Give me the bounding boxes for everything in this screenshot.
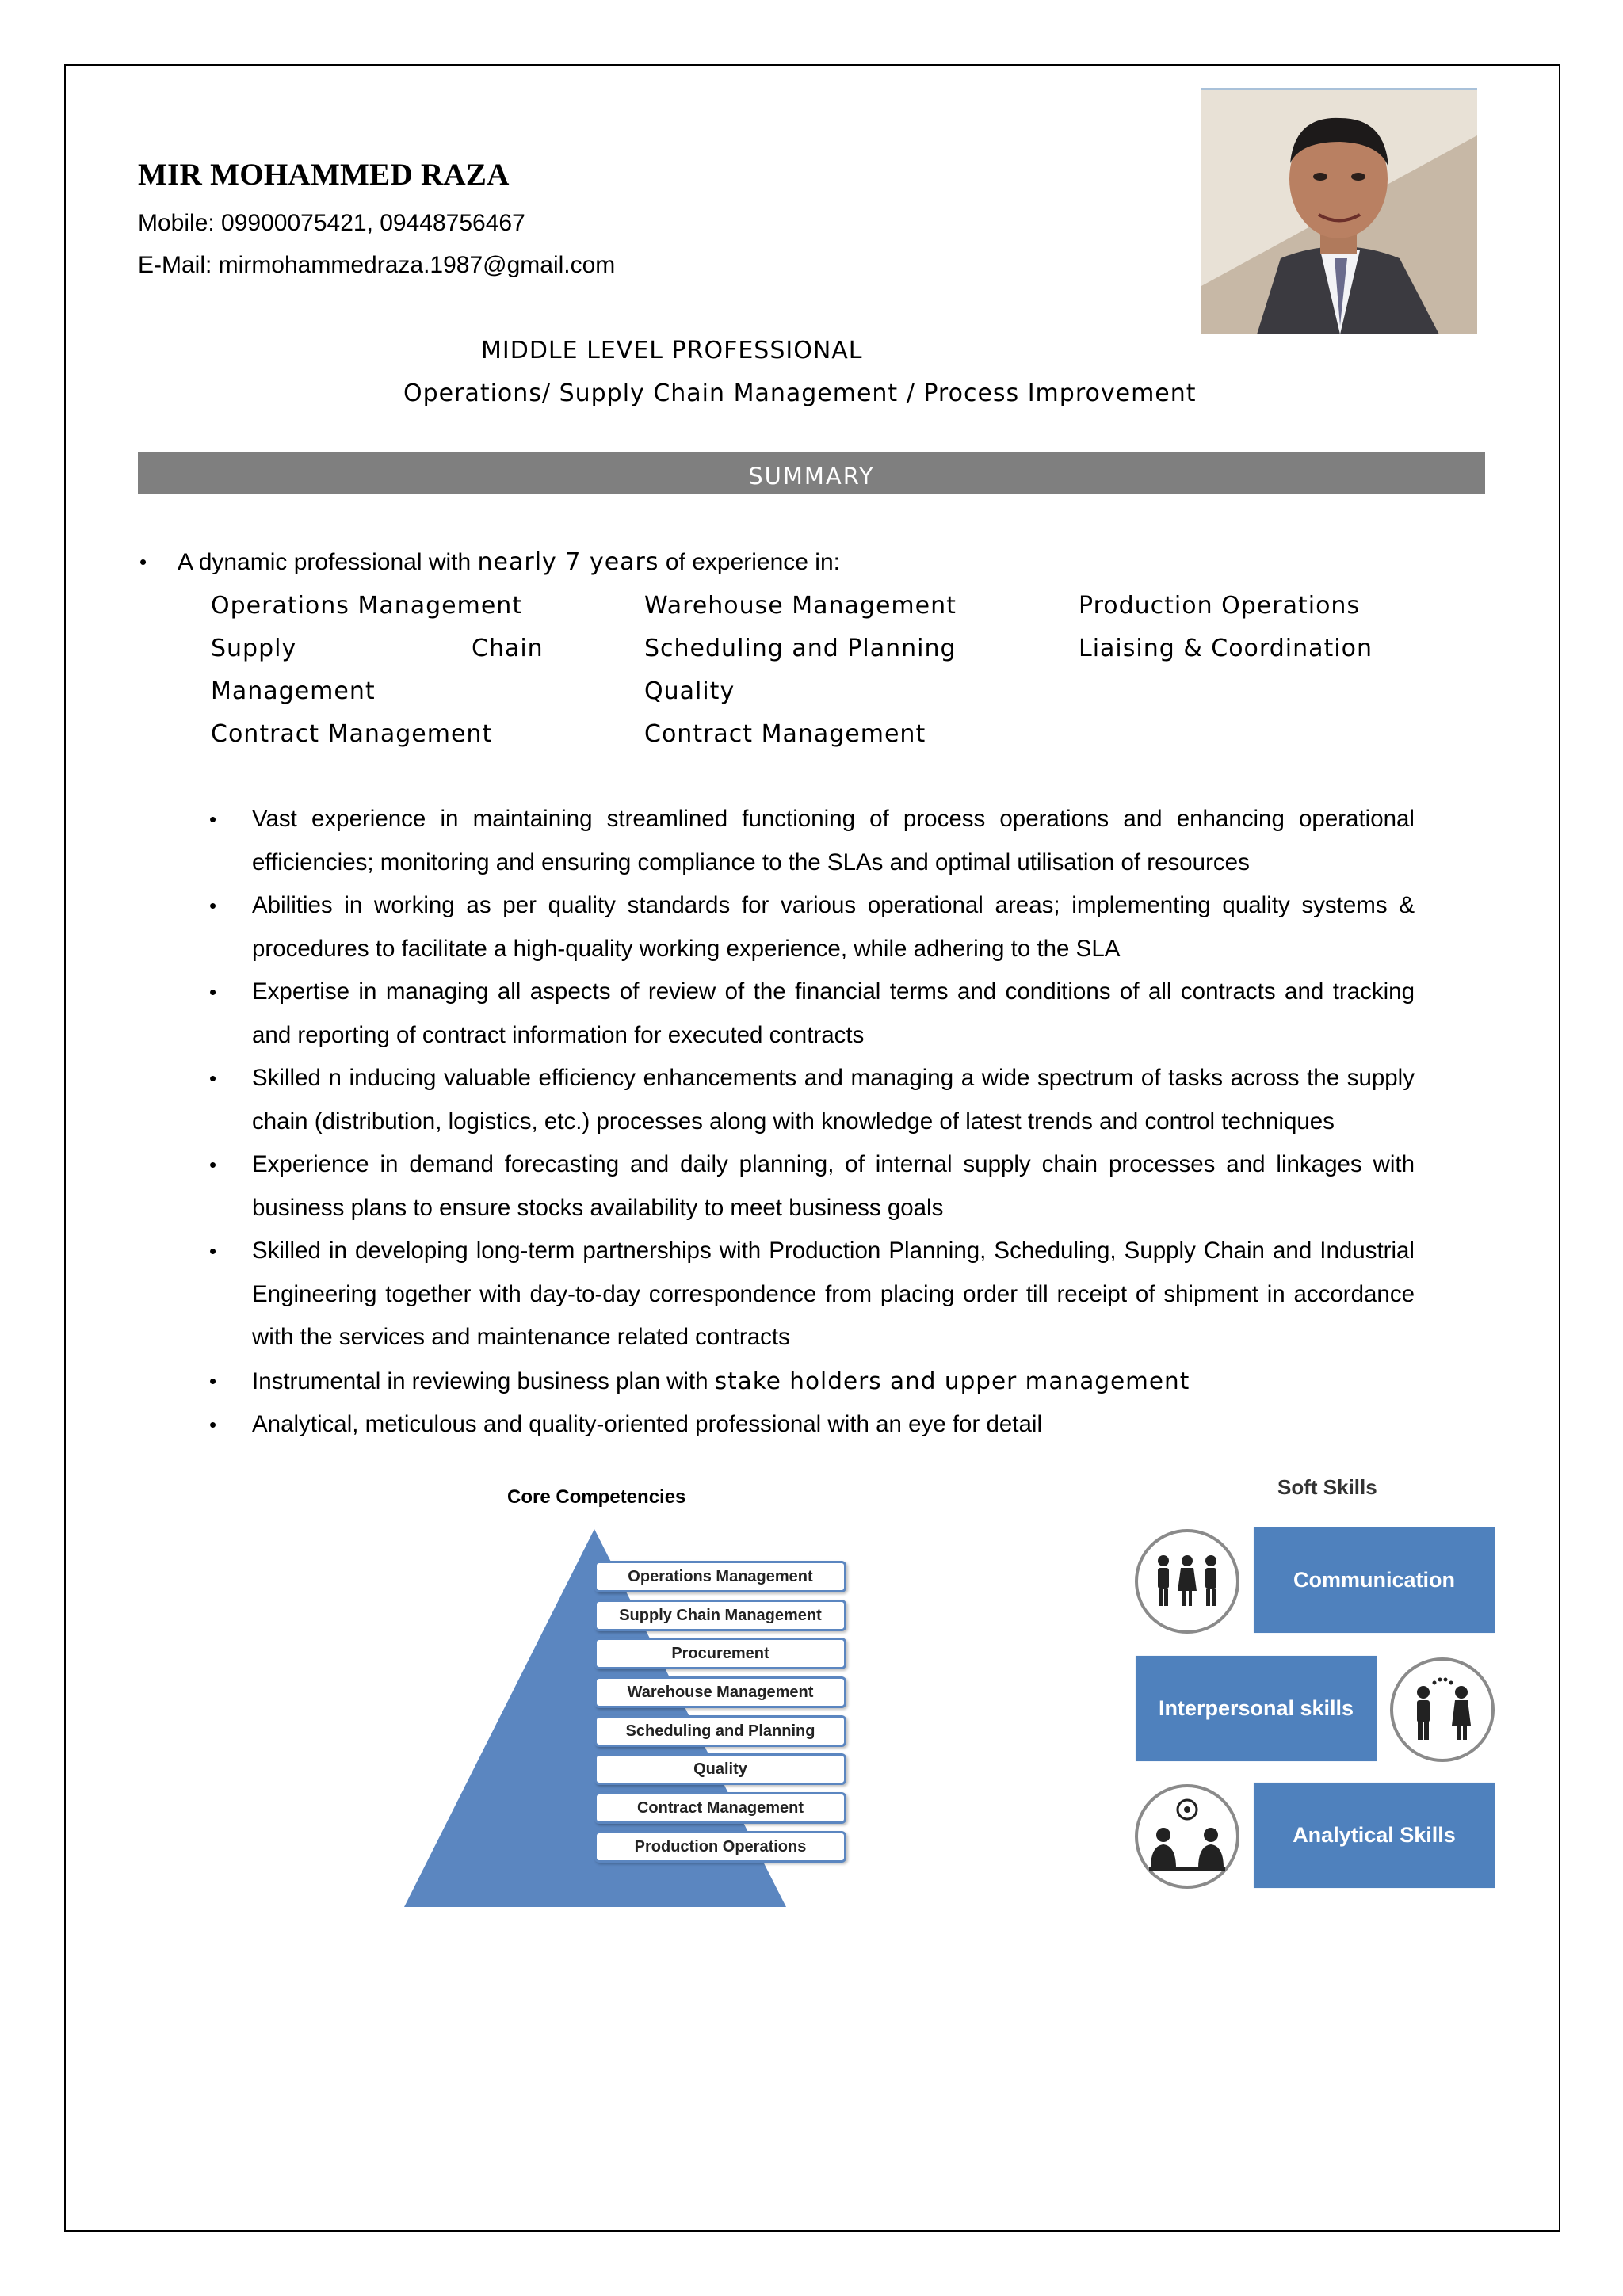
summary-bullet: • Expertise in managing all aspects of review of the financial terms and conditions of all contracts and tracking and reporting of contract information for executed contracts (206, 971, 1415, 1057)
competency-item: Scheduling and Planning (594, 1715, 846, 1747)
area-contract-management-2: Contract Management (644, 720, 926, 748)
area-management-word: Management (211, 677, 376, 705)
area-chain-word: Chain (472, 635, 544, 662)
bullet-marker: • (139, 550, 147, 574)
analytical-discussion-icon (1133, 1783, 1241, 1890)
summary-bullets (206, 798, 1415, 1447)
area-quality: Quality (644, 677, 735, 705)
competency-item: Supply Chain Management (594, 1600, 846, 1631)
competency-item: Procurement (594, 1638, 846, 1669)
competency-item: Contract Management (594, 1792, 846, 1824)
competency-item: Operations Management (594, 1561, 846, 1592)
summary-bullet: • Skilled n inducing valuable efficiency enhancements and managing a wide spectrum of tasks across the supply chain (distribution, logistics, etc.) processes along with knowledge of latest trends and control techniques (206, 1057, 1415, 1143)
intro-line (138, 548, 840, 576)
two-people-talking-icon (1388, 1656, 1496, 1764)
area-liaising-coordination: Liaising & Coordination (1079, 635, 1373, 662)
intro-highlight: nearly 7 years (477, 548, 659, 576)
headline-domains: Operations/ Supply Chain Management / Process Improvement (403, 379, 1197, 407)
soft-skill-analytical: Analytical Skills (1254, 1783, 1495, 1888)
competency-item: Quality (594, 1753, 846, 1785)
summary-bullet: • Skilled in developing long-term partnerships with Production Planning, Scheduling, Supply Chain and Industrial Engineering together with day-to-day correspondence from placing order till receipt of shipment in accordance with the services and maintenance related contracts (206, 1230, 1415, 1360)
summary-bullet: • Analytical, meticulous and quality-oriented professional with an eye for detail (206, 1403, 1415, 1447)
soft-skill-communication: Communication (1254, 1527, 1495, 1633)
people-group-icon (1133, 1527, 1241, 1635)
bullet-7-prefix: Instrumental in reviewing business plan with (252, 1367, 715, 1394)
area-scheduling-planning: Scheduling and Planning (644, 635, 957, 662)
mobile-line: Mobile: 09900075421, 09448756467 (138, 210, 525, 236)
intro-prefix: A dynamic professional with (178, 549, 478, 575)
area-warehouse-management: Warehouse Management (644, 592, 957, 620)
area-contract-management: Contract Management (211, 720, 493, 748)
core-competencies-title: Core Competencies (507, 1486, 686, 1508)
soft-skills-title: Soft Skills (1277, 1475, 1377, 1499)
profile-photo (1201, 88, 1477, 334)
summary-bullet: • Abilities in working as per quality standards for various operational areas; implementing quality systems & procedures to facilitate a high-quality working experience, while adhering to the SLA (206, 884, 1415, 971)
summary-bullet: • Vast experience in maintaining streamlined functioning of process operations and enhancing operational efficiencies; monitoring and ensuring compliance to the SLAs and optimal utilisation of resources (206, 798, 1415, 884)
area-production-operations: Production Operations (1079, 592, 1361, 620)
headline-level: MIDDLE LEVEL PROFESSIONAL (481, 337, 863, 364)
summary-bullet (206, 1360, 1415, 1404)
area-operations-management: Operations Management (211, 592, 523, 620)
competency-item: Production Operations (594, 1831, 846, 1863)
candidate-name: MIR MOHAMMED RAZA (138, 158, 510, 192)
email-line: E-Mail: mirmohammedraza.1987@gmail.com (138, 252, 616, 278)
summary-heading: SUMMARY (138, 452, 1485, 494)
competency-item: Warehouse Management (594, 1676, 846, 1708)
summary-bullet: • Experience in demand forecasting and daily planning, of internal supply chain processes and linkages with business plans to ensure stocks availability to meet business goals (206, 1143, 1415, 1230)
area-supply-word: Supply (211, 635, 297, 662)
bullet-7-highlight: stake holders and upper management (714, 1367, 1190, 1394)
intro-suffix: of experience in: (659, 549, 840, 575)
soft-skill-interpersonal: Interpersonal skills (1136, 1656, 1377, 1761)
